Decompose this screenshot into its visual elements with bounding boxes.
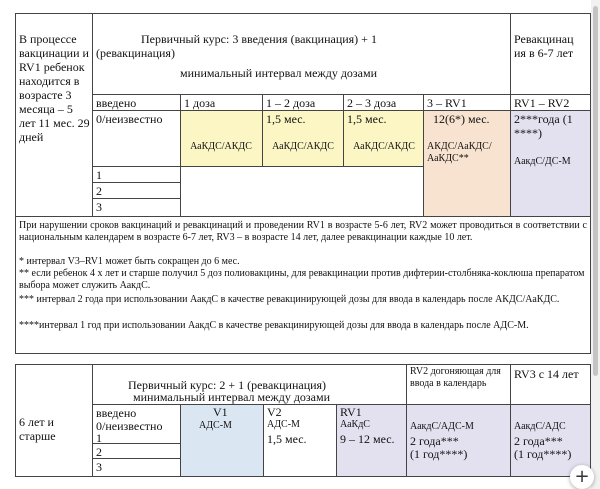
row-1-2: 1 [96,431,102,445]
rv3-interval: 2 года*** [514,434,563,448]
rv1-label: RV1 [340,405,362,419]
col-introduced-2: введено [96,406,137,420]
row-unknown-2: 0/неизвестно [96,419,163,433]
rv2-vaccine: АакдС/АДС-М [410,421,474,432]
age-range-cell: В процессе вакцинации и RV1 ребенок находится в возрасте 3 месяца – 5 лет 11 мес. 29 дней [19,32,90,144]
rv1-vaccine: АаКдС [340,419,370,430]
note-quad-star: ****интервал 1 год при использовании АакдС в качестве ревакцинирующей дозы для ввода в календарь после АДС-М. [19,320,529,331]
primary-course-header: Первичный курс: 3 введения (вакцинация) + 1 (ревакцинация) [96,32,377,60]
col-dose1: 1 доза [184,96,216,110]
rv2-interval: 2 года*** [410,434,459,448]
row-2-2: 2 [96,445,102,459]
row-3: 3 [96,200,102,214]
interval-2-3: 1,5 мес. [347,112,387,126]
v2-vaccine: АДС-М [267,419,300,430]
rv2-alt-interval: (1 год****) [410,447,468,461]
col-3-rv1: 3 – RV1 [427,96,467,110]
row-3-2: 3 [96,460,102,474]
note-triple-star: *** интервал 2 года при использовании АакдС в качестве ревакцинирующей дозы для ввода в календарь после АКДС/АаКДС. [19,294,560,305]
notes-paragraph: При нарушении сроков вакцинаций и ревакцинаций и проведении RV1 в возрасте 5-6 лет, RV2 может проводиться в соответствии с национальным календарем в возрасте 6-7 лет, RV3 – в возрасте 14 лет, далее ревакцинации каждые 10 лет. [19,220,587,243]
row-2: 2 [96,184,102,198]
rv2-catchup-header: RV2 догоняющая для ввода в календарь [410,366,501,389]
rv3-alt-interval: (1 год****) [514,447,572,461]
vaccine-3-rv1: АКДС/АаКДС/ АаКДС** [427,141,492,164]
col-rv1-rv2: RV1 – RV2 [514,96,570,110]
interval-rv1-rv2: 2***года (1 ****) [514,112,573,140]
interval-3-rv1: 12(6*) мес. [433,112,490,126]
note-single-star: * интервал V3–RV1 может быть сокращен до 6 мес. [19,256,240,267]
col-introduced: введено [96,96,137,110]
vaccine-2-3: АаКДС/АКДС [353,141,415,152]
row-1: 1 [96,168,102,182]
vaccine-dose1: АаКДС/АКДС [190,141,252,152]
v2-interval: 1,5 мес. [267,432,307,446]
cell-dose1-bg [180,110,262,166]
rv3-header: RV3 с 14 лет [514,367,579,381]
scrollbar-thumb[interactable] [593,6,598,376]
revaccination-header: Ревакцинац ия в 6-7 лет [514,32,574,60]
vaccine-rv1-rv2: АакдС/ДС-М [514,156,571,167]
rv3-vaccine: АакдС/АДС [514,421,566,432]
primary-course-header-2: Первичный курс: 2 + 1 (ревакцинация) [128,378,327,392]
age-6-plus-cell: 6 лет и старше [19,415,56,443]
vaccine-1-2: АаКДС/АКДС [272,141,334,152]
interval-subheader: минимальный интервал между дозами [180,66,378,80]
col-dose-1-2: 1 – 2 доза [266,96,316,110]
rv1-interval: 9 – 12 мес. [340,432,395,446]
interval-subheader-2: минимальный интервал между дозами [133,390,331,404]
v2-label: V2 [267,405,282,419]
row-unknown: 0/неизвестно [96,112,163,126]
v1-vaccine: АДС-М [199,420,232,431]
note-double-star: ** если ребенок 4 х лет и старше получил 5 доз полиовакцины, для ревакцинации против дифтерии-столбняка-коклюша препаратом выбора может служить АакдС. [19,268,585,291]
col-dose-2-3: 2 – 3 доза [347,96,397,110]
zoom-in-button[interactable]: + [570,465,594,489]
v1-label: V1 [213,405,228,419]
interval-1-2: 1,5 мес. [266,112,306,126]
